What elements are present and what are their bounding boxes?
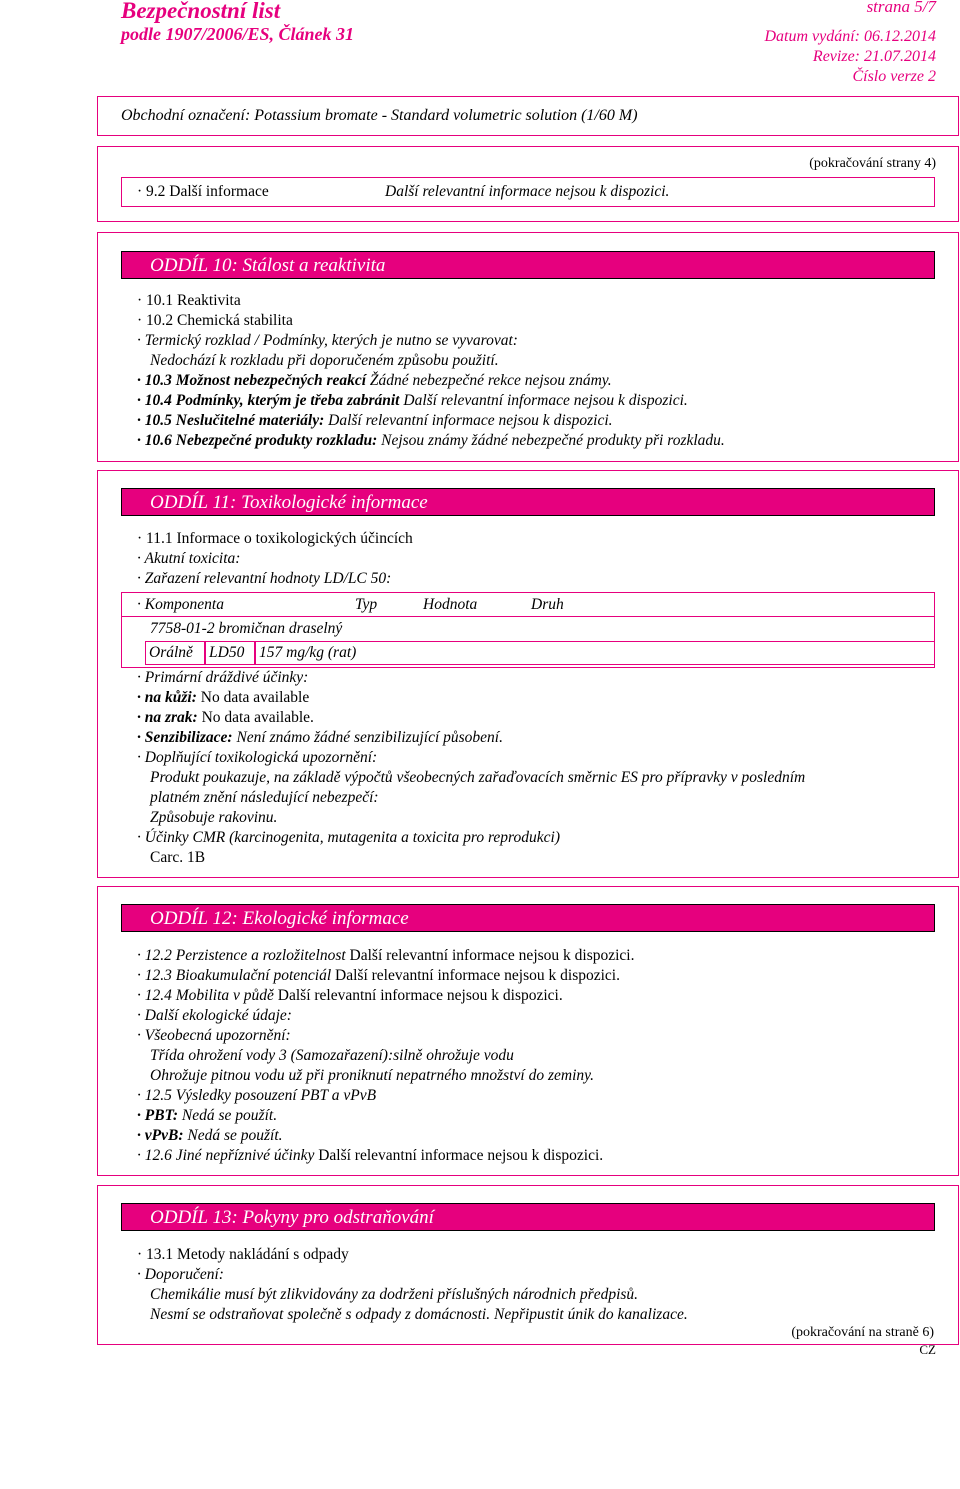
- s12-water-hazard: Třída ohrožení vody 3 (Samozařazení):silně ohrožuje vodu: [150, 1047, 514, 1064]
- s12-bioaccumulation-label: · 12.3 Bioakumulační potenciál: [137, 967, 332, 984]
- continued-from: (pokračování strany 4): [809, 156, 936, 171]
- table-header-type: Typ: [355, 596, 378, 613]
- s12-other-effects-label: · 12.6 Jiné nepříznivé účinky: [137, 1147, 315, 1164]
- toxicity-table-header-row: [121, 592, 935, 617]
- s11-carc-class: Carc. 1B: [150, 849, 206, 866]
- s10-hazardous-reactions-value: Žádné nebezpečné rekce nejsou známy.: [369, 372, 612, 389]
- s12-other-effects-value: Další relevantní informace nejsou k dispozici.: [318, 1147, 604, 1164]
- s12-pbt-value: Nedá se použít.: [181, 1107, 278, 1124]
- s11-primary-irritation: · Primární dráždivé účinky:: [137, 669, 309, 686]
- s10-reactivity: · 10.1 Reaktivita: [137, 292, 241, 309]
- s10-thermal-text: Nedochází k rozkladu při doporučeném způsobu použití.: [150, 352, 499, 369]
- section-13-title: ODDÍL 13: Pokyny pro odstraňování: [150, 1207, 434, 1228]
- language-code: CZ: [919, 1342, 936, 1357]
- document-subtitle: podle 1907/2006/ES, Článek 31: [121, 24, 355, 44]
- s11-notes-line-1: Produkt poukazuje, na základě výpočtů všeobecných zařaďovacích směrnic ES pro přípravky v posledním: [150, 769, 806, 786]
- s13-recommendation-line-2: Nesmí se odstraňovat společně s odpady z domácnosti. Nepřipustit únik do kanalizace.: [150, 1306, 688, 1323]
- table-cell-route: Orálně: [145, 641, 205, 665]
- section-10-header: [121, 251, 935, 279]
- document-title: Bezpečnostní list: [121, 0, 281, 23]
- trade-name: Obchodní označení: Potassium bromate - Standard volumetric solution (1/60 M): [121, 107, 638, 124]
- s12-vpvb-value: Nedá se použít.: [187, 1127, 283, 1144]
- continued-to: (pokračování na straně 6): [791, 1325, 934, 1340]
- version-number: Číslo verze 2: [852, 68, 936, 85]
- s9-value: Další relevantní informace nejsou k dispozici.: [385, 183, 670, 200]
- section-10-title: ODDÍL 10: Stálost a reaktivita: [150, 255, 386, 276]
- table-cell-type: LD50: [205, 641, 255, 665]
- table-header-component: · Komponenta: [137, 596, 224, 613]
- s10-decomposition-label: · 10.6 Nebezpečné produkty rozkladu:: [137, 432, 378, 449]
- s10-decomposition-value: Nejsou známy žádné nebezpečné produkty při rozkladu.: [381, 432, 725, 449]
- s12-persistence-value: Další relevantní informace nejsou k dispozici.: [349, 947, 635, 964]
- s12-mobility-label: · 12.4 Mobilita v půdě: [137, 987, 274, 1004]
- section-11-title: ODDÍL 11: Toxikologické informace: [150, 492, 428, 513]
- s11-skin-value: No data available: [200, 689, 310, 706]
- revision-date: Revize: 21.07.2014: [812, 48, 936, 65]
- section-12-title: ODDÍL 12: Ekologické informace: [150, 908, 409, 929]
- issue-date: Datum vydání: 06.12.2014: [764, 28, 936, 45]
- s12-persistence-label: · 12.2 Perzistence a rozložitelnost: [137, 947, 346, 964]
- s12-drinking-water: Ohrožuje pitnou vodu už při proniknutí nepatrného množství do zeminy.: [150, 1067, 595, 1084]
- s12-mobility-value: Další relevantní informace nejsou k dispozici.: [277, 987, 563, 1004]
- table-cell-value: 157 mg/kg (rat): [255, 641, 935, 665]
- s11-acute-toxicity: · Akutní toxicita:: [137, 550, 241, 567]
- s11-eye-label: · na zrak:: [137, 709, 198, 726]
- s11-sensitization-value: Není známo žádné senzibilizující působení.: [236, 729, 503, 746]
- s10-thermal-decomposition: · Termický rozklad / Podmínky, kterých je nutno se vyvarovat:: [137, 332, 518, 349]
- s13-recommendation-line-1: Chemikálie musí být zlikvidovány za dodrženi příslušných národnich předpisů.: [150, 1286, 639, 1303]
- s11-additional-notes: · Doplňující toxikologická upozornění:: [137, 749, 378, 766]
- s11-notes-line-3: Způsobuje rakovinu.: [150, 809, 278, 826]
- s10-chemical-stability: · 10.2 Chemická stabilita: [137, 312, 293, 329]
- s11-cmr-effects: · Účinky CMR (karcinogenita, mutagenita a toxicita pro reprodukci): [137, 829, 560, 846]
- s11-sensitization-label: · Senzibilizace:: [137, 729, 233, 746]
- s12-pbt-label: · PBT:: [137, 1107, 179, 1124]
- s10-conditions-value: Další relevantní informace nejsou k dispozici.: [403, 392, 688, 409]
- s13-recommendation: · Doporučení:: [137, 1266, 224, 1283]
- section-13-header: [121, 1203, 935, 1231]
- s12-bioaccumulation-value: Další relevantní informace nejsou k dispozici.: [335, 967, 620, 984]
- s11-info: · 11.1 Informace o toxikologických účincích: [137, 530, 413, 547]
- s12-vpvb-label: · vPvB:: [137, 1127, 184, 1144]
- table-header-species: Druh: [531, 596, 564, 613]
- s10-incompatible-label: · 10.5 Neslučitelné materiály:: [137, 412, 325, 429]
- s11-skin-label: · na kůži:: [137, 689, 197, 706]
- s10-hazardous-reactions-label: · 10.3 Možnost nebezpečných reakcí: [137, 372, 367, 389]
- s11-eye-value: No data available.: [201, 709, 314, 726]
- s9-item: · 9.2 Další informace: [137, 183, 269, 200]
- table-component-name: 7758-01-2 bromičnan draselný: [150, 620, 343, 637]
- s10-conditions-label: · 10.4 Podmínky, kterým je třeba zabránit: [137, 392, 400, 409]
- s11-notes-line-2: platném znění následující nebezpečí:: [150, 789, 379, 806]
- page-number: strana 5/7: [866, 0, 936, 16]
- section-11-header: [121, 488, 935, 516]
- section-12-header: [121, 904, 935, 932]
- s12-pbt-vpvb-results: · 12.5 Výsledky posouzení PBT a vPvB: [137, 1087, 377, 1104]
- s12-general-notes: · Všeobecná upozornění:: [137, 1027, 291, 1044]
- s12-other-eco: · Další ekologické údaje:: [137, 1007, 292, 1024]
- s13-waste-methods: · 13.1 Metody nakládání s odpady: [137, 1246, 349, 1263]
- table-header-value: Hodnota: [423, 596, 478, 613]
- s10-incompatible-value: Další relevantní informace nejsou k dispozici.: [328, 412, 613, 429]
- s11-ld-lc50: · Zařazení relevantní hodnoty LD/LC 50:: [137, 570, 392, 587]
